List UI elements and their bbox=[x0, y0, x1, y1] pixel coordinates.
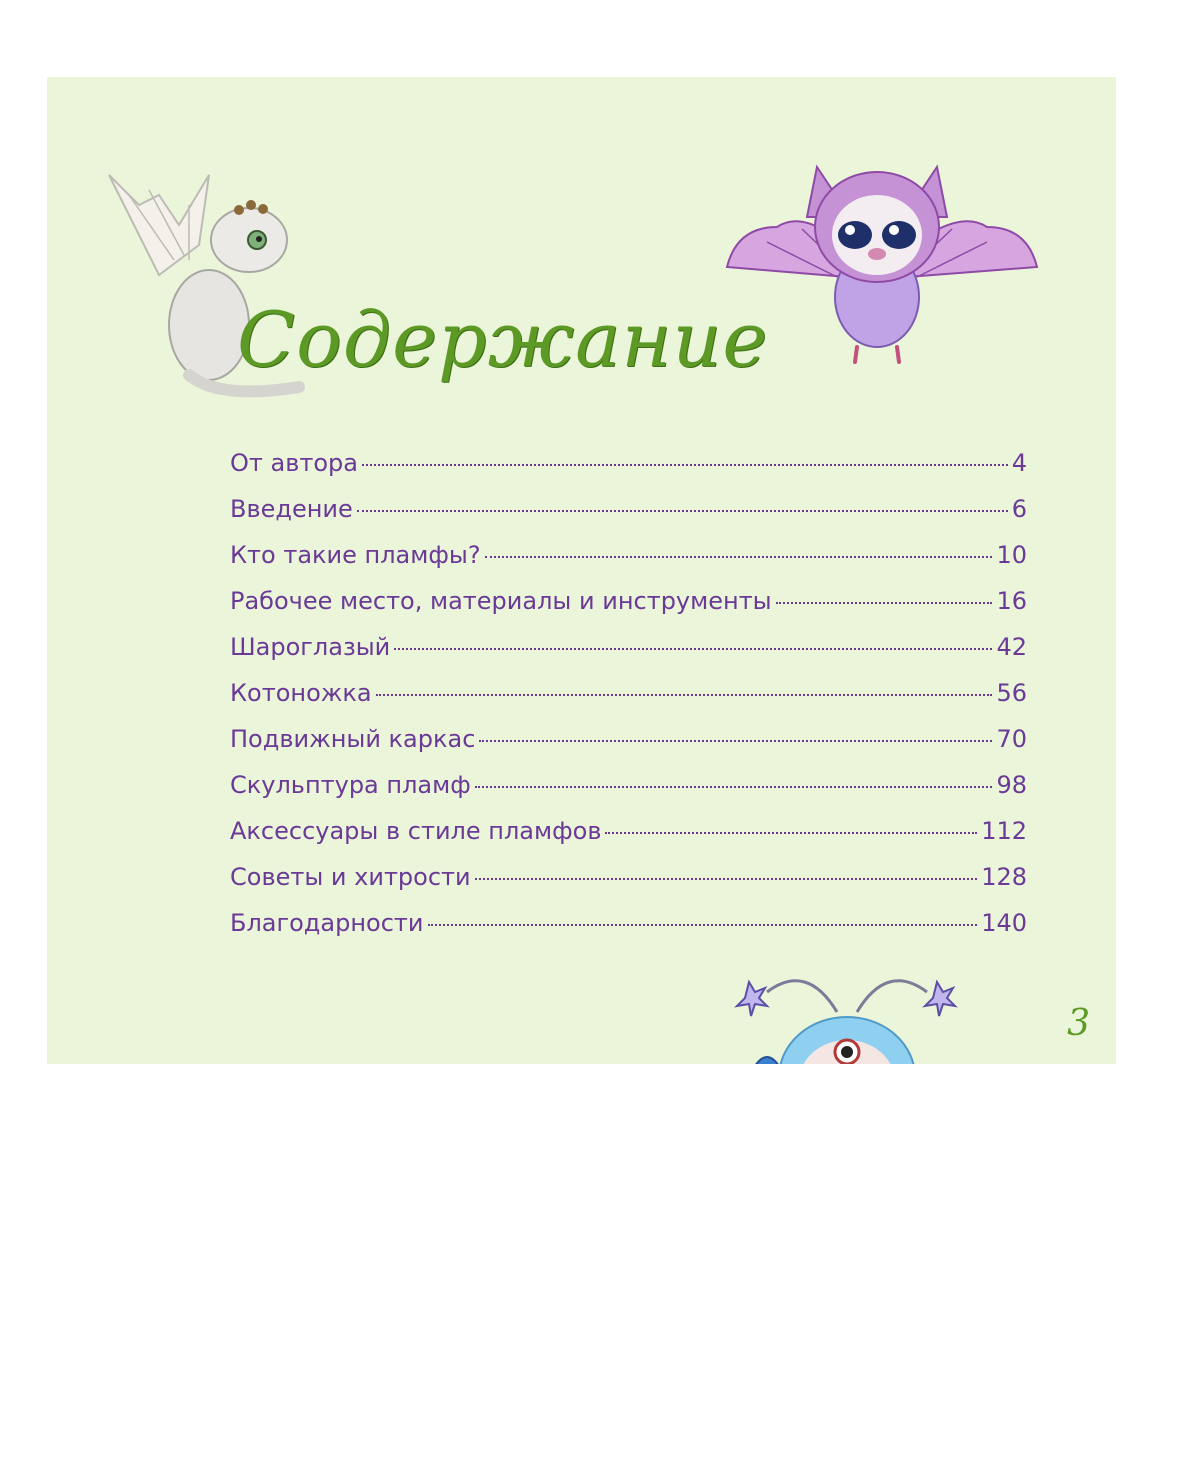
book-page bbox=[47, 77, 1116, 1064]
toc-entry[interactable] bbox=[230, 909, 1027, 955]
cat-icon bbox=[397, 1052, 717, 1064]
toc-entry[interactable] bbox=[230, 495, 1027, 541]
toc-leader-dots bbox=[428, 924, 978, 926]
toc-leader-dots bbox=[357, 510, 1008, 512]
toc-leader-dots bbox=[394, 648, 992, 650]
toc-leader-dots bbox=[605, 832, 977, 834]
toc-entry[interactable] bbox=[230, 633, 1027, 679]
page-number: 3 bbox=[1067, 1003, 1090, 1044]
toc-entry-label: Подвижный каркас bbox=[230, 725, 476, 753]
alien-cat-icon bbox=[727, 972, 967, 1064]
toc-entry-page: 70 bbox=[996, 725, 1027, 753]
toc-leader-dots bbox=[479, 740, 992, 742]
toc-entry-page: 6 bbox=[1011, 495, 1027, 523]
toc-entry[interactable] bbox=[230, 449, 1027, 495]
toc-entry[interactable] bbox=[230, 541, 1027, 587]
toc-entry-page: 98 bbox=[996, 771, 1027, 799]
page-title: Содержание bbox=[237, 295, 769, 384]
toc-entry-label: Кто такие пламфы? bbox=[230, 541, 481, 569]
toc-entry[interactable] bbox=[230, 587, 1027, 633]
toc-entry-label: Аксессуары в стиле пламфов bbox=[230, 817, 602, 845]
toc-entry[interactable] bbox=[230, 863, 1027, 909]
toc-entry-label: Шароглазый bbox=[230, 633, 391, 661]
toc-entry-label: От автора bbox=[230, 449, 358, 477]
toc-entry-label: Советы и хитрости bbox=[230, 863, 471, 891]
toc-leader-dots bbox=[376, 694, 993, 696]
toc-entry-label: Благодарности bbox=[230, 909, 424, 937]
toc-leader-dots bbox=[362, 464, 1008, 466]
toc-entry-page: 10 bbox=[996, 541, 1027, 569]
toc-entry[interactable] bbox=[230, 725, 1027, 771]
toc-entry-page: 4 bbox=[1011, 449, 1027, 477]
toc-entry-page: 140 bbox=[981, 909, 1027, 937]
toc-entry-page: 112 bbox=[981, 817, 1027, 845]
toc-entry[interactable] bbox=[230, 771, 1027, 817]
toc-leader-dots bbox=[776, 602, 993, 604]
toc-leader-dots bbox=[485, 556, 993, 558]
toc-entry-page: 42 bbox=[996, 633, 1027, 661]
toc-entry-page: 128 bbox=[981, 863, 1027, 891]
toc-entry-page: 16 bbox=[996, 587, 1027, 615]
toc-entry[interactable] bbox=[230, 679, 1027, 725]
toc-entry-label: Рабочее место, материалы и инструменты bbox=[230, 587, 772, 615]
toc-entry-label: Скульптура пламф bbox=[230, 771, 471, 799]
toc-entry-page: 56 bbox=[996, 679, 1027, 707]
toc-entry[interactable] bbox=[230, 817, 1027, 863]
table-of-contents bbox=[230, 449, 1027, 955]
toc-leader-dots bbox=[475, 786, 993, 788]
toc-entry-label: Введение bbox=[230, 495, 353, 523]
toc-leader-dots bbox=[475, 878, 978, 880]
toc-entry-label: Котоножка bbox=[230, 679, 372, 707]
